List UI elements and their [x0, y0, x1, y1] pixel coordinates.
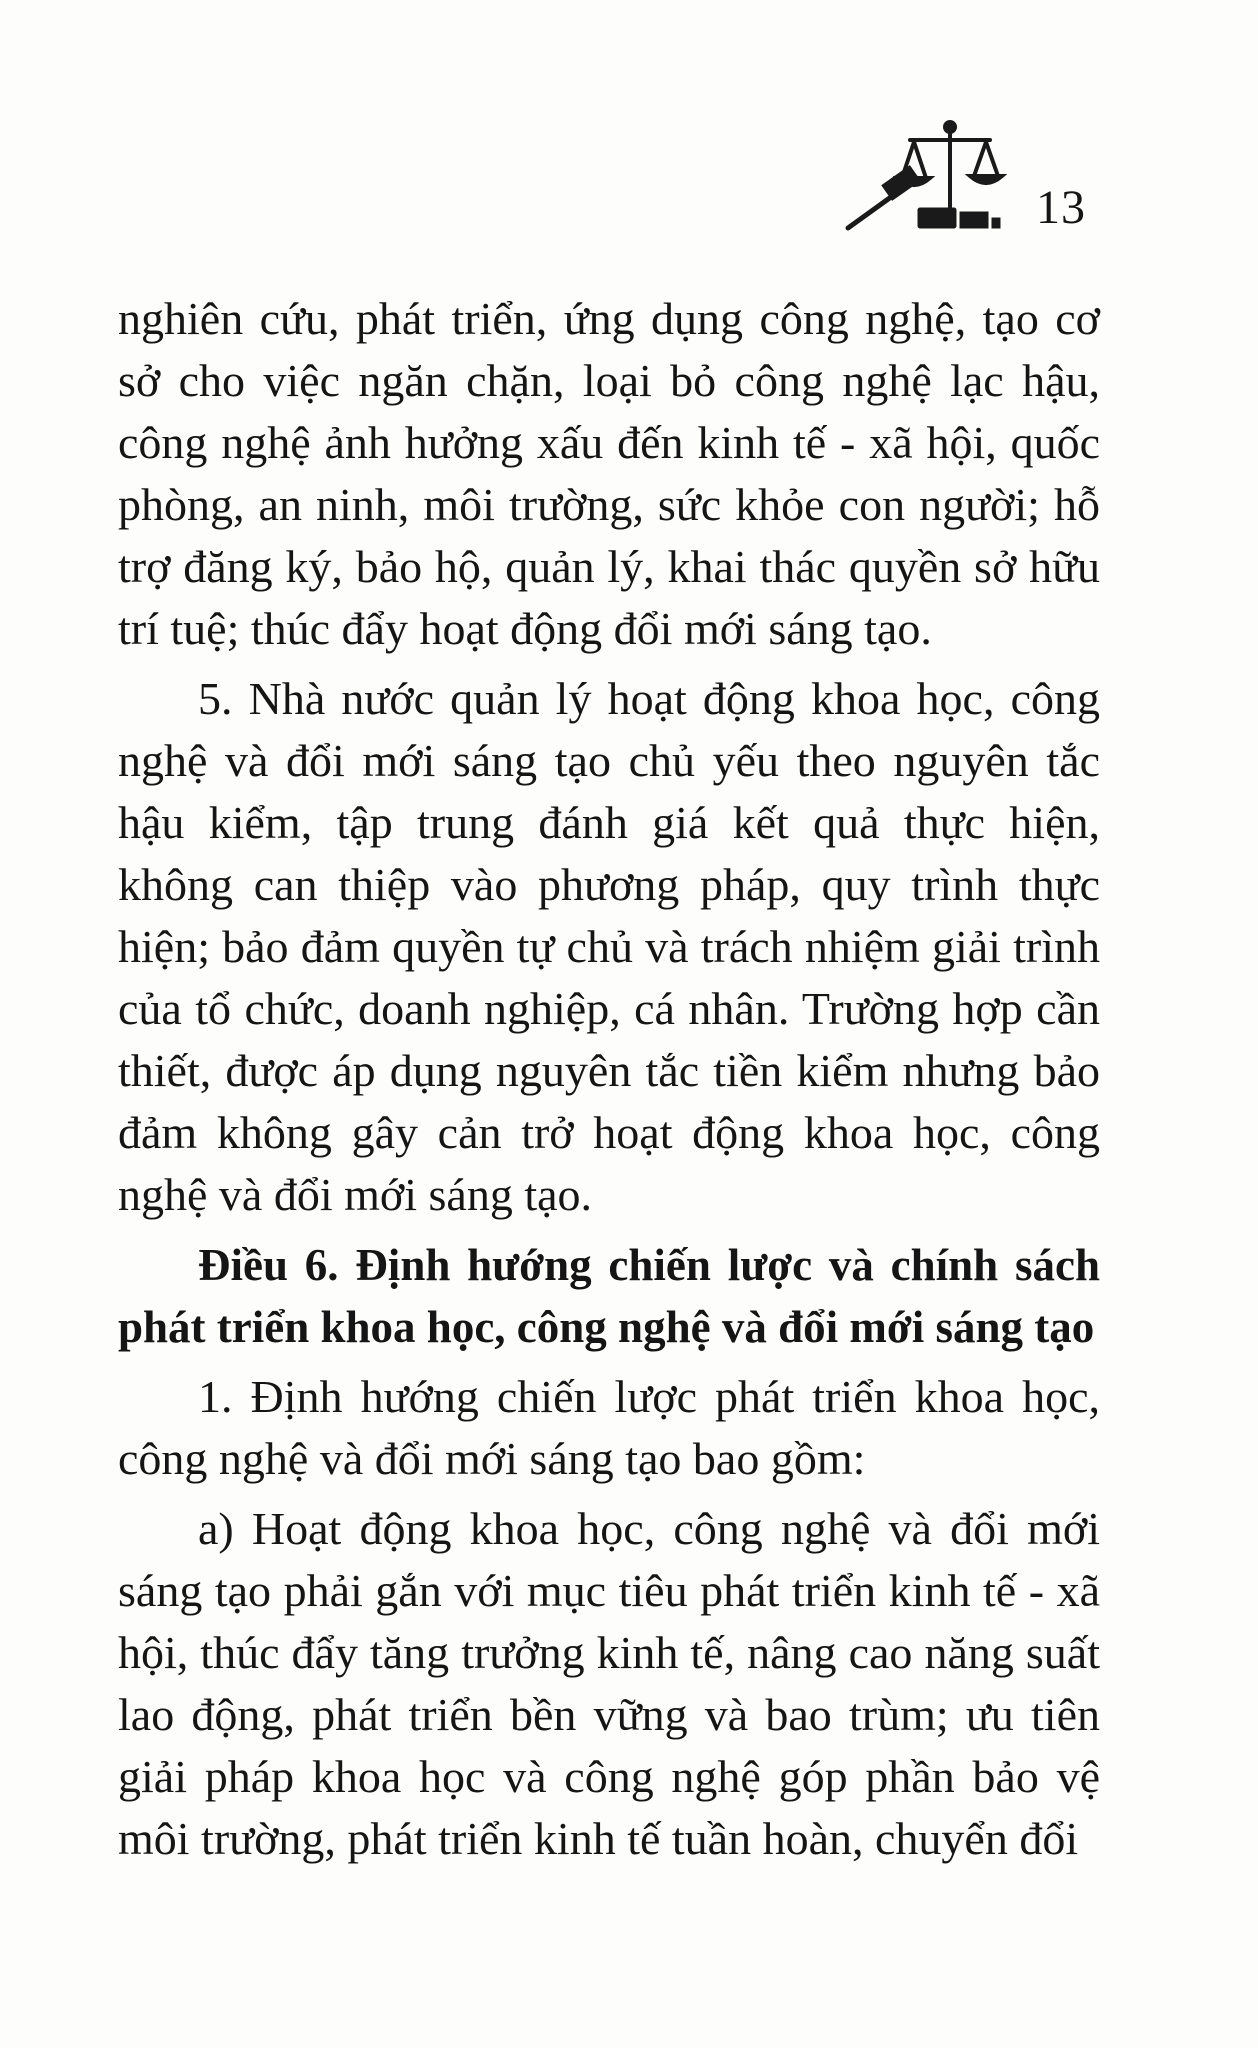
page-header — [840, 118, 1100, 248]
article-heading: Điều 6. Định hướng chiến lược và chính sách phát triển khoa học, công nghệ và đổi mới sáng tạo — [118, 1240, 1100, 1352]
paragraph-continuation: nghiên cứu, phát triển, ứng dụng công nghệ, tạo cơ sở cho việc ngăn chặn, loại bỏ công nghệ lạc hậu, công nghệ ảnh hưởng xấu đến kinh tế - xã hội, quốc phòng, an ninh, môi trường, sức khỏe con người; hỗ trợ đăng ký, bảo hộ, quản lý, khai thác quyền sở hữu trí tuệ; thúc đẩy hoạt động đổi mới sáng tạo. — [118, 293, 1100, 654]
paragraph-clause-5: 5. Nhà nước quản lý hoạt động khoa học, công nghệ và đổi mới sáng tạo chủ yếu theo nguyên tắc hậu kiểm, tập trung đánh giá kết quả thực hiện, không can thiệp vào phương pháp, quy trình thực hiện; bảo đảm quyền tự chủ và trách nhiệm giải trình của tổ chức, doanh nghiệp, cá nhân. Trường hợp cần thiết, được áp dụng nguyên tắc tiền kiểm nhưng bảo đảm không gây cản trở hoạt động khoa học, công nghệ và đổi mới sáng tạo. — [118, 673, 1100, 1220]
page-number: 13 — [1036, 181, 1086, 234]
paragraph-clause-1: 1. Định hướng chiến lược phát triển khoa học, công nghệ và đổi mới sáng tạo bao gồm: — [118, 1371, 1100, 1484]
scales-of-justice-gavel-icon — [840, 118, 1010, 236]
paragraph-point-a: a) Hoạt động khoa học, công nghệ và đổi mới sáng tạo phải gắn với mục tiêu phát triển kinh tế - xã hội, thúc đẩy tăng trưởng kinh tế, nâng cao năng suất lao động, phát triển bền vững và bao trùm; ưu tiên giải pháp khoa học và công nghệ góp phần bảo vệ môi trường, phát triển kinh tế tuần hoàn, chuyển đổi — [118, 1503, 1100, 1864]
body-text — [118, 288, 1100, 1870]
